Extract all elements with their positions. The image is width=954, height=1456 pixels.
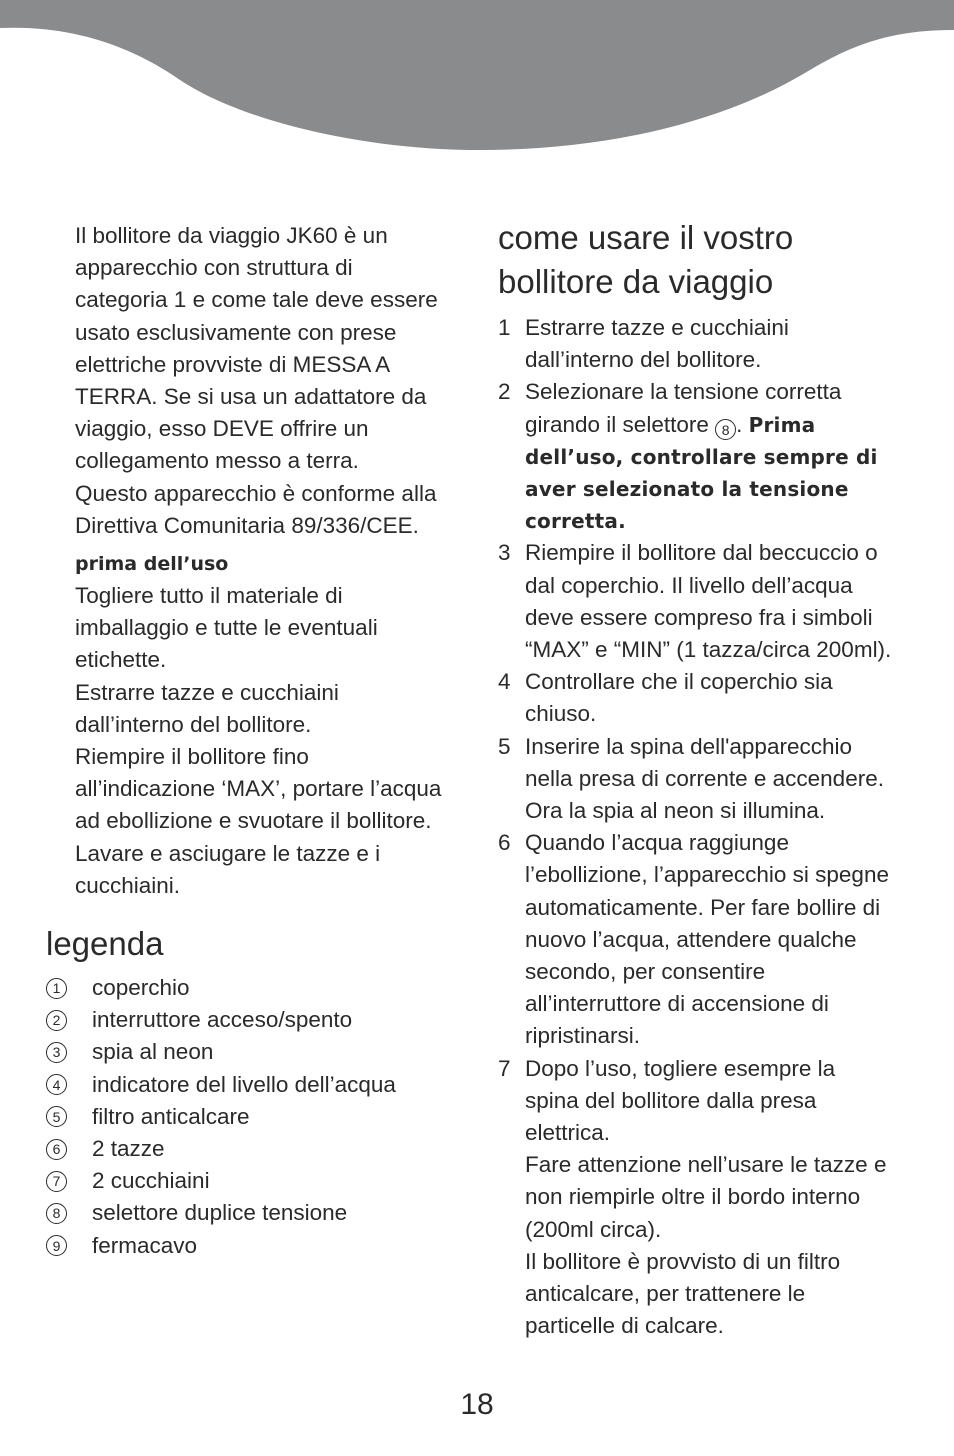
step-line: Controllare che il coperchio sia bbox=[525, 669, 833, 695]
howto-heading-line: come usare il vostro bbox=[498, 219, 794, 256]
step-line: particelle di calcare. bbox=[525, 1313, 724, 1339]
page-number: 18 bbox=[460, 1388, 494, 1421]
step-line: non riempirle oltre il bordo interno bbox=[525, 1184, 861, 1210]
intro-line: usato esclusivamente con prese bbox=[75, 319, 397, 345]
legend-item bbox=[46, 1069, 466, 1101]
step-line: spina del bollitore dalla presa bbox=[525, 1087, 817, 1113]
circled-number-icon: 3 bbox=[46, 1042, 67, 1063]
step-item bbox=[498, 827, 918, 1052]
legend-item bbox=[46, 1165, 466, 1197]
step-item bbox=[498, 537, 918, 666]
warning-text: corretta. bbox=[525, 509, 626, 534]
intro-line: Questo apparecchio è conforme alla bbox=[75, 480, 437, 506]
step-line: ripristinarsi. bbox=[525, 1023, 641, 1049]
step-number: 3 bbox=[498, 540, 511, 566]
prima-uso-paragraph bbox=[75, 580, 470, 902]
step-text: girando il selettore bbox=[525, 411, 716, 437]
legend-item-label: selettore duplice tensione bbox=[92, 1200, 348, 1226]
legend-heading: legenda bbox=[46, 925, 164, 962]
intro-line: collegamento messo a terra. bbox=[75, 448, 359, 474]
intro-line: categoria 1 e come tale deve essere bbox=[75, 287, 438, 313]
legend-item-label: spia al neon bbox=[92, 1039, 214, 1065]
step-line: elettrica. bbox=[525, 1120, 611, 1146]
step-line: Estrarre tazze e cucchiaini bbox=[525, 315, 789, 340]
legend-item-label: indicatore del livello dell’acqua bbox=[92, 1071, 396, 1097]
intro-paragraph bbox=[75, 220, 465, 542]
legend-item-label: 2 tazze bbox=[92, 1136, 165, 1162]
circled-number-icon: 4 bbox=[46, 1074, 67, 1095]
circled-number-icon: 6 bbox=[46, 1139, 67, 1160]
legend-item bbox=[46, 1004, 466, 1036]
step-line: nella presa di corrente e accendere. bbox=[525, 765, 884, 791]
step-line: nuovo l’acqua, attendere qualche bbox=[525, 926, 857, 952]
howto-heading bbox=[498, 216, 928, 304]
step-line: dal coperchio. Il livello dell’acqua bbox=[525, 572, 853, 598]
step-line: Riempire il bollitore dal beccuccio o bbox=[525, 540, 878, 566]
prima-line: etichette. bbox=[75, 647, 167, 673]
legend-item bbox=[46, 1197, 466, 1229]
step-item bbox=[498, 312, 918, 376]
step-line: Inserire la spina dell'apparecchio bbox=[525, 733, 852, 759]
legend-item bbox=[46, 1133, 466, 1165]
prima-line: all’indicazione ‘MAX’, portare l’acqua bbox=[75, 776, 442, 802]
step-line: l’ebollizione, l’apparecchio si spegne bbox=[525, 862, 889, 888]
step-number: 7 bbox=[498, 1055, 511, 1081]
prima-uso-heading: prima dell’uso bbox=[75, 553, 229, 575]
intro-line: TERRA. Se si usa un adattatore da bbox=[75, 384, 427, 410]
step-number: 5 bbox=[498, 733, 511, 759]
step-line: Quando l’acqua raggiunge bbox=[525, 830, 789, 856]
step-line: secondo, per consentire bbox=[525, 959, 766, 985]
prima-line: imballaggio e tutte le eventuali bbox=[75, 615, 378, 641]
step-item bbox=[498, 1053, 918, 1343]
step-number: 1 bbox=[498, 315, 511, 340]
prima-line: ad ebollizione e svuotare il bollitore. bbox=[75, 808, 432, 834]
legend-item bbox=[46, 1101, 466, 1133]
prima-line: cucchiaini. bbox=[75, 872, 181, 898]
step-number: 2 bbox=[498, 379, 511, 405]
step-line: all’interruttore di accensione di bbox=[525, 991, 829, 1017]
circled-number-icon: 1 bbox=[46, 978, 67, 999]
legend-list bbox=[46, 972, 466, 1262]
prima-line: dall’interno del bollitore. bbox=[75, 711, 312, 737]
steps-list bbox=[498, 312, 918, 1343]
prima-line: Togliere tutto il materiale di bbox=[75, 583, 343, 608]
step-number: 6 bbox=[498, 830, 511, 856]
legend-item-label: interruttore acceso/spento bbox=[92, 1007, 353, 1033]
intro-line: viaggio, esso DEVE offrire un bbox=[75, 416, 369, 442]
step-line: chiuso. bbox=[525, 701, 597, 727]
prima-line: Estrarre tazze e cucchiaini bbox=[75, 679, 339, 705]
step-line: “MAX” e “MIN” (1 tazza/circa 200ml). bbox=[525, 637, 892, 663]
circled-number-icon: 9 bbox=[46, 1235, 67, 1256]
warning-text: dell’uso, controllare sempre di bbox=[525, 444, 878, 469]
step-line: anticalcare, per trattenere le bbox=[525, 1281, 806, 1307]
howto-heading-line: bollitore da viaggio bbox=[498, 263, 774, 300]
warning-text: aver selezionato la tensione bbox=[525, 477, 849, 502]
intro-line: apparecchio con struttura di bbox=[75, 255, 353, 281]
legend-item bbox=[46, 1036, 466, 1068]
legend-item-label: coperchio bbox=[92, 975, 190, 1001]
circled-number-icon: 2 bbox=[46, 1010, 67, 1031]
legend-item-label: filtro anticalcare bbox=[92, 1103, 250, 1129]
intro-line: Il bollitore da viaggio JK60 è un bbox=[75, 223, 388, 248]
step-item bbox=[498, 666, 918, 730]
header-wave-decoration bbox=[0, 0, 954, 160]
prima-line: Lavare e asciugare le tazze e i bbox=[75, 840, 381, 866]
step-item bbox=[498, 731, 918, 828]
circled-number-icon: 8 bbox=[46, 1203, 67, 1224]
step-line: deve essere compreso fra i simboli bbox=[525, 604, 873, 630]
step-line: dall’interno del bollitore. bbox=[525, 347, 762, 373]
step-number: 4 bbox=[498, 669, 511, 695]
intro-line: elettriche provviste di MESSA A bbox=[75, 351, 391, 377]
legend-item-label: 2 cucchiaini bbox=[92, 1168, 210, 1194]
warning-text: Prima bbox=[748, 412, 816, 437]
step-text: . bbox=[736, 411, 749, 437]
circled-number-icon: 7 bbox=[46, 1171, 67, 1192]
circled-number-icon: 8 bbox=[715, 419, 736, 440]
legend-item bbox=[46, 1230, 466, 1262]
step-item bbox=[498, 376, 918, 537]
legend-item bbox=[46, 972, 466, 1004]
intro-line: Direttiva Comunitaria 89/336/CEE. bbox=[75, 512, 419, 538]
step-line: Il bollitore è provvisto di un filtro bbox=[525, 1248, 841, 1274]
prima-line: Riempire il bollitore fino bbox=[75, 744, 309, 770]
step-line: (200ml circa). bbox=[525, 1216, 662, 1242]
step-line: automaticamente. Per fare bollire di bbox=[525, 894, 881, 920]
step-line: Dopo l’uso, togliere esempre la bbox=[525, 1055, 836, 1081]
circled-number-icon: 5 bbox=[46, 1106, 67, 1127]
step-line: Selezionare la tensione corretta bbox=[525, 379, 842, 405]
step-line: Ora la spia al neon si illumina. bbox=[525, 798, 826, 824]
legend-item-label: fermacavo bbox=[92, 1232, 198, 1258]
step-line: Fare attenzione nell’usare le tazze e bbox=[525, 1152, 887, 1178]
step-line bbox=[525, 409, 918, 441]
